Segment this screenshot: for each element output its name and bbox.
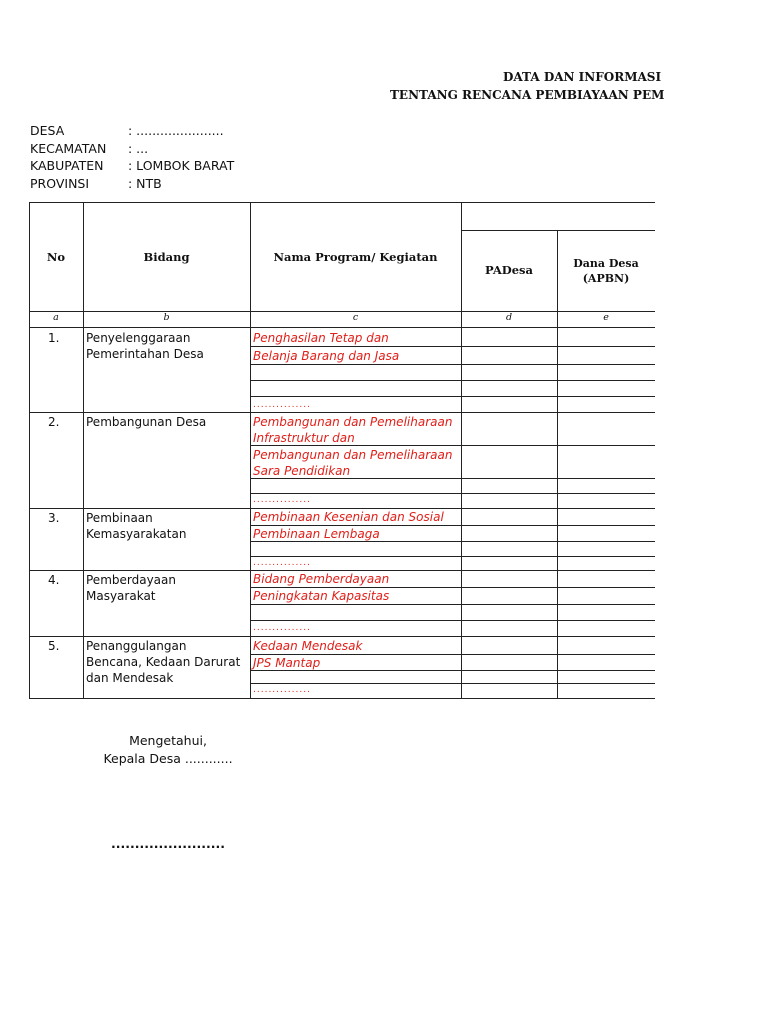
bidang-name: Pemberdayaan Masyarakat <box>86 573 176 603</box>
subheader-d: d <box>505 312 513 323</box>
bidang-name: Pembinaan Kemasyarakatan <box>86 511 187 541</box>
program-placeholder: ............... <box>253 685 311 695</box>
bidang-name: Penyelenggaraan Pemerintahan Desa <box>86 331 204 361</box>
row-number: 1. <box>48 331 60 345</box>
header-no: No <box>46 250 66 264</box>
program-item: Bidang Pemberdayaan <box>253 572 390 586</box>
program-item: Pembangunan dan Pemeliharaan Sara Pendidikan <box>253 448 453 478</box>
header-dana-desa: Dana Desa (APBN) <box>573 257 639 285</box>
table-border <box>461 230 655 231</box>
program-item: Kedaan Mendesak <box>253 639 363 653</box>
subheader-b: b <box>163 312 170 323</box>
document-title-line-2: TENTANG RENCANA PEMBIAYAAN PEM <box>390 88 665 102</box>
program-item: Peningkatan Kapasitas <box>253 589 390 603</box>
village-head-label: Kepala Desa ............ <box>103 751 233 766</box>
table-border <box>29 202 655 203</box>
meta-provinsi: PROVINSI : NTB <box>30 175 162 191</box>
meta-kabupaten: KABUPATEN : LOMBOK BARAT <box>30 158 235 173</box>
table-border <box>29 327 655 328</box>
table-border <box>83 202 84 698</box>
program-item: Pembinaan Lembaga <box>253 527 380 541</box>
table-border <box>250 202 251 698</box>
subheader-a: a <box>53 312 59 323</box>
header-bidang: Bidang <box>143 250 190 264</box>
row-number: 5. <box>48 639 60 653</box>
program-item: Pembangunan dan Pemeliharaan Infrastruktur dan <box>253 415 453 445</box>
program-item: Pembinaan Kesenian dan Sosial <box>253 510 444 524</box>
program-item: Penghasilan Tetap dan <box>253 331 389 345</box>
location-info <box>30 122 234 192</box>
table-border <box>29 202 30 698</box>
subheader-e: e <box>603 312 609 323</box>
subheader-c: c <box>352 312 359 323</box>
meta-kecamatan: KECAMATAN : ... <box>30 140 149 156</box>
program-item: JPS Mantap <box>253 656 321 670</box>
program-placeholder: ............... <box>253 623 311 633</box>
header-program: Nama Program/ Kegiatan <box>273 250 438 264</box>
row-number: 3. <box>48 511 60 525</box>
program-placeholder: ............... <box>253 558 311 568</box>
program-item: Belanja Barang dan Jasa <box>253 349 400 363</box>
row-number: 2. <box>48 415 60 429</box>
program-placeholder: ............... <box>253 495 311 505</box>
document-title-line-1: DATA DAN INFORMASI <box>503 70 662 84</box>
acknowledgement-label: Mengetahui, <box>129 733 207 748</box>
program-placeholder: ............... <box>253 400 311 410</box>
bidang-name: Pembangunan Desa <box>86 415 207 429</box>
bidang-name: Penanggulangan Bencana, Kedaan Darurat dan Mendesak <box>86 639 241 685</box>
header-padesa: PADesa <box>485 263 533 277</box>
meta-desa: DESA : ...................... <box>30 123 224 138</box>
signature-name-placeholder: ........................ <box>111 836 225 851</box>
row-number: 4. <box>48 573 60 587</box>
table-border <box>557 230 558 698</box>
